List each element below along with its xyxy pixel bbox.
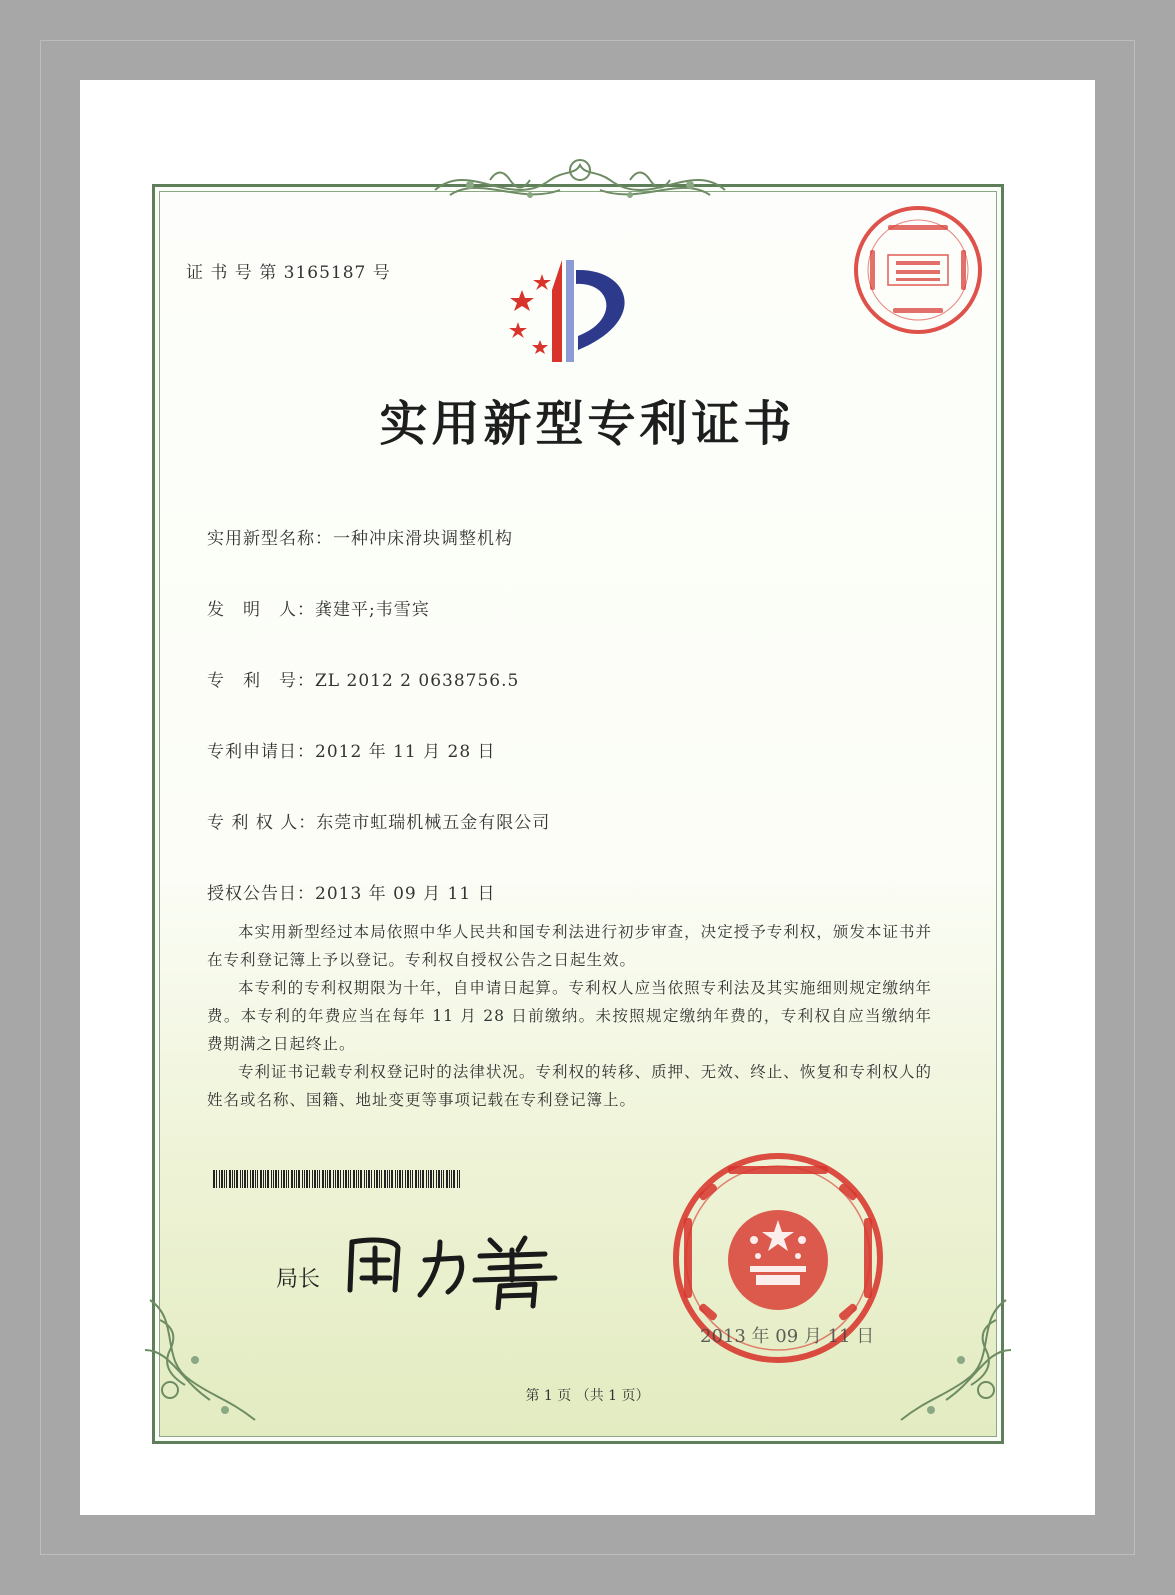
certificate-title: 实用新型专利证书 (379, 396, 796, 452)
bottom-right-ornament (896, 1290, 1016, 1430)
top-ornament (430, 150, 730, 220)
field-grant-date (207, 879, 496, 904)
certificate-number-value: 3165187 (283, 263, 367, 283)
certificate-number-suffix: 号 (372, 263, 391, 283)
seal-date: 2013 年 09 月 11 日 (700, 1326, 875, 1347)
certificate-body (207, 918, 932, 1114)
field-application-date (207, 737, 496, 762)
field-inventor (207, 595, 430, 620)
field-patent-number (207, 666, 519, 691)
field-patentee (207, 808, 550, 833)
field-label: 发 明 人： (207, 600, 315, 620)
field-value: 2012 年 11 月 28 日 (315, 742, 496, 762)
certificate-number-label: 证 书 号 第 (186, 263, 278, 283)
body-paragraph: 本实用新型经过本局依照中华人民共和国专利法进行初步审查，决定授予专利权，颁发本证书并在专利登记簿上予以登记。专利权自授权公告之日起生效。 (207, 923, 932, 969)
tax-stamp (848, 200, 988, 340)
director-signature (340, 1220, 580, 1310)
field-value: 一种冲床滑块调整机构 (333, 529, 513, 549)
field-value: ZL 2012 2 0638756.5 (315, 671, 520, 691)
field-value: 2013 年 09 月 11 日 (315, 884, 496, 904)
bottom-left-ornament (140, 1290, 260, 1430)
patent-office-emblem (500, 250, 660, 370)
page-note: 第 1 页 （共 1 页） (525, 1388, 650, 1404)
director-label: 局长 (276, 1267, 321, 1292)
field-label: 专 利 权 人： (207, 813, 317, 833)
field-value: 东莞市虹瑞机械五金有限公司 (316, 813, 551, 833)
body-paragraph: 专利证书记载专利权登记时的法律状况。专利权的转移、质押、无效、终止、恢复和专利权人的姓名或名称、国籍、地址变更等事项记载在专利登记簿上。 (207, 1063, 932, 1109)
field-label: 专 利 号： (207, 671, 315, 691)
field-label: 授权公告日： (207, 884, 315, 904)
field-value: 龚建平;韦雪宾 (315, 600, 430, 620)
field-utility-model-name (207, 524, 513, 549)
body-paragraph: 本专利的专利权期限为十年，自申请日起算。专利权人应当依照专利法及其实施细则规定缴纳年费。本专利的年费应当在每年 11 月 28 日前缴纳。未按照规定缴纳年费的，专利权自应当缴纳年费期满之日起终止。 (207, 979, 932, 1053)
field-label: 专利申请日： (207, 742, 315, 762)
barcode (213, 1170, 463, 1188)
field-label: 实用新型名称： (207, 529, 333, 549)
certificate-number (186, 258, 391, 283)
